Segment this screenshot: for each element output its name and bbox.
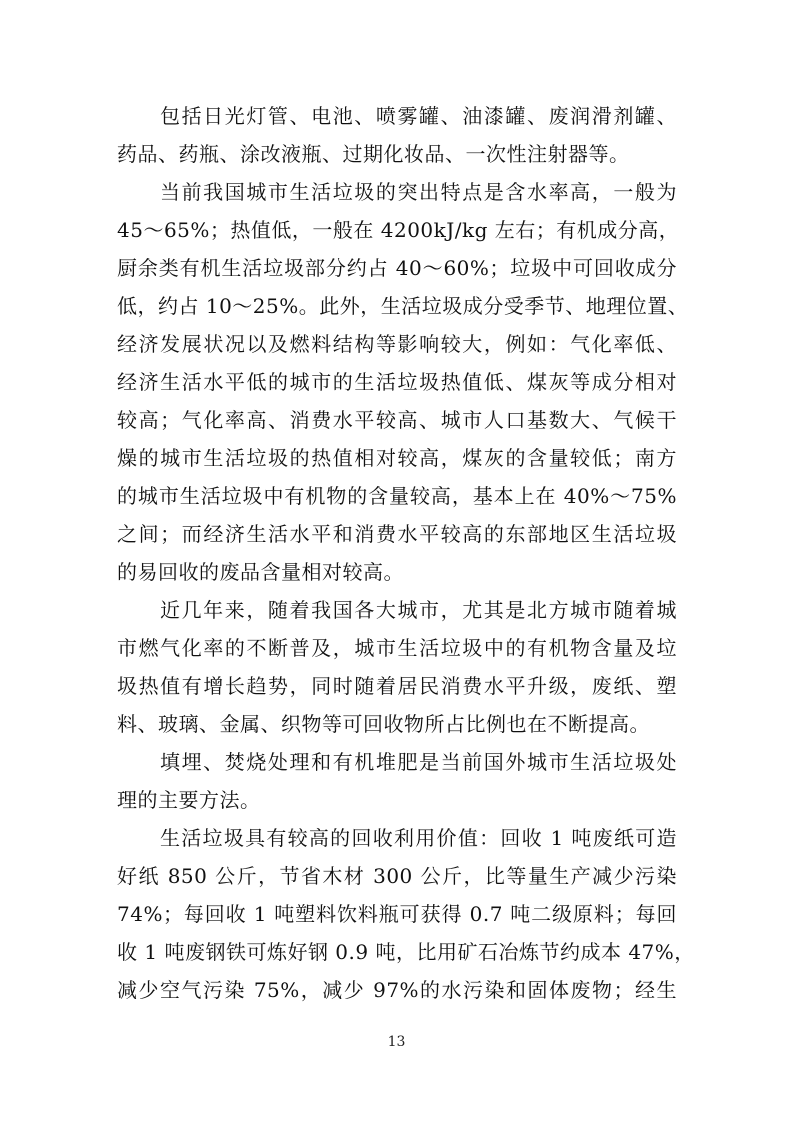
paragraph-5-line-3: 74%；每回收 1 吨塑料饮料瓶可获得 0.7 吨二级原料；每回	[117, 902, 677, 926]
paragraph-2-line-9: 的城市生活垃圾中有机物的含量较高，基本上在 40%～75%	[117, 484, 677, 508]
page-number: 13	[387, 1034, 406, 1050]
paragraph-5-line-2: 好纸 850 公斤，节省木材 300 公斤，比等量生产减少污染	[117, 864, 677, 888]
paragraph-2-line-2: 45～65%；热值低，一般在 4200kJ/kg 左右；有机成分高，	[117, 218, 680, 242]
paragraph-2-line-11: 的易回收的废品含量相对较高。	[117, 560, 404, 584]
paragraph-2-line-7: 较高；气化率高、消费水平较高、城市人口基数大、气候干	[117, 408, 677, 432]
paragraph-1-line-2: 药品、药瓶、涂改液瓶、过期化妆品、一次性注射器等。	[117, 142, 630, 166]
paragraph-5-line-4: 收 1 吨废钢铁可炼好钢 0.9 吨，比用矿石冶炼节约成本 47%，	[117, 940, 695, 964]
paragraph-2-line-8: 燥的城市生活垃圾的热值相对较高，煤灰的含量较低；南方	[117, 446, 677, 470]
paragraph-4-line-1: 填埋、焚烧处理和有机堆肥是当前国外城市生活垃圾处	[160, 750, 677, 774]
paragraph-3-line-1: 近几年来，随着我国各大城市，尤其是北方城市随着城	[160, 598, 677, 622]
paragraph-2-line-10: 之间；而经济生活水平和消费水平较高的东部地区生活垃圾	[117, 522, 677, 546]
paragraph-2-line-4: 低，约占 10～25%。此外，生活垃圾成分受季节、地理位置、	[117, 294, 689, 318]
paragraph-5-line-5: 减少空气污染 75%，减少 97%的水污染和固体废物；经生	[117, 978, 677, 1002]
paragraph-2-line-3: 厨余类有机生活垃圾部分约占 40～60%；垃圾中可回收成分	[117, 256, 677, 280]
paragraph-2-line-6: 经济生活水平低的城市的生活垃圾热值低、煤灰等成分相对	[117, 370, 677, 394]
paragraph-4-line-2: 理的主要方法。	[117, 788, 261, 812]
paragraph-2-line-1: 当前我国城市生活垃圾的突出特点是含水率高，一般为	[160, 180, 677, 204]
paragraph-2-line-5: 经济发展状况以及燃料结构等影响较大，例如：气化率低、	[117, 332, 677, 356]
paragraph-1-line-1: 包括日光灯管、电池、喷雾罐、油漆罐、废润滑剂罐、	[160, 104, 677, 128]
paragraph-3-line-4: 料、玻璃、金属、织物等可回收物所占比例也在不断提高。	[117, 712, 650, 736]
paragraph-5-line-1: 生活垃圾具有较高的回收利用价值：回收 1 吨废纸可造	[160, 826, 677, 850]
paragraph-3-line-3: 圾热值有增长趋势，同时随着居民消费水平升级，废纸、塑	[117, 674, 677, 698]
paragraph-3-line-2: 市燃气化率的不断普及，城市生活垃圾中的有机物含量及垃	[117, 636, 677, 660]
